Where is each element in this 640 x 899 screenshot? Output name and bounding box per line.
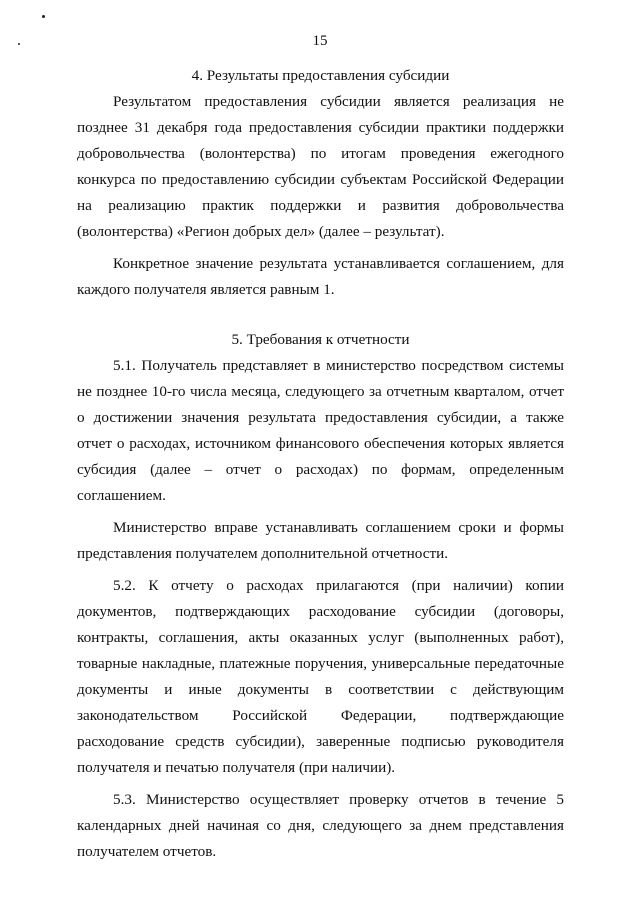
page-number: 15 — [312, 33, 328, 49]
paragraph: 5.2. К отчету о расходах прилагаются (при наличии) копии документов, подтверждающих расходование субсидии (договоры, контракты, соглашения, акты оказанных услуг (выполненных работ), товарные накладные, платежные поручения, универсальные передаточные документы и иные документы в соответствии с действующим законодательством Российской Федерации, подтверждающие расходование средств субсидии), заверенные подписью руководителя получателя и печатью получателя (при наличии). — [77, 577, 564, 776]
paragraph: Конкретное значение результата устанавливается соглашением, для каждого получателя является равным 1. — [77, 255, 564, 298]
paragraph: Результатом предоставления субсидии является реализация не позднее 31 декабря года предоставления субсидии практики поддержки добровольчества (волонтерства) по итогам проведения ежегодного конкурса по предоставлению субсидии субъектам Российской Федерации на реализацию практик поддержки и развития добровольчества (волонтерства) «Регион добрых дел» (далее – результат). — [77, 93, 564, 240]
section-heading: 4. Результаты предоставления субсидии — [191, 67, 450, 84]
scan-speck — [42, 15, 45, 18]
document-body — [77, 63, 564, 865]
paragraph: Министерство вправе устанавливать соглашением сроки и формы представления получателем дополнительной отчетности. — [77, 519, 564, 562]
paragraph: 5.3. Министерство осуществляет проверку отчетов в течение 5 календарных дней начиная со дня, следующего за днем представления получателем отчетов. — [77, 791, 564, 860]
section-heading: 5. Требования к отчетности — [231, 331, 410, 348]
paragraph: 5.1. Получатель представляет в министерство посредством системы не позднее 10-го числа месяца, следующего за отчетным кварталом, отчет о достижении значения результата предоставления субсидии, а также отчет о расходах, источником финансового обеспечения которых является субсидия (далее – отчет о расходах) по формам, определенным соглашением. — [77, 357, 564, 504]
